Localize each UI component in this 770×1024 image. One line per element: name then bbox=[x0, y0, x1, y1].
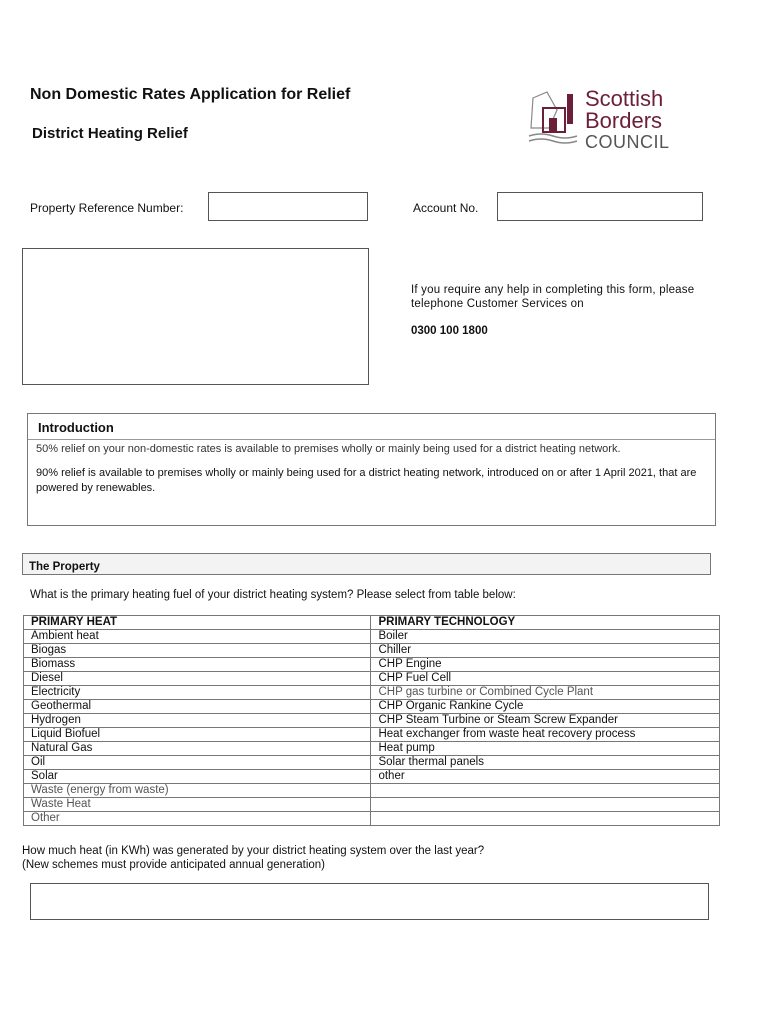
table-row[interactable] bbox=[24, 658, 720, 672]
primary-technology-cell[interactable]: Chiller bbox=[371, 644, 720, 658]
table-row[interactable] bbox=[24, 700, 720, 714]
primary-heat-cell[interactable]: Hydrogen bbox=[24, 714, 371, 728]
introduction-section bbox=[27, 413, 716, 526]
table-row[interactable] bbox=[24, 812, 720, 826]
account-label: Account No. bbox=[413, 201, 479, 215]
heating-table bbox=[23, 615, 720, 826]
property-section-header bbox=[22, 553, 711, 575]
table-row[interactable] bbox=[24, 784, 720, 798]
table-row[interactable] bbox=[24, 742, 720, 756]
property-heading: The Property bbox=[29, 561, 100, 573]
primary-heat-cell[interactable]: Diesel bbox=[24, 672, 371, 686]
fuel-question: What is the primary heating fuel of your district heating system? Please select from table below: bbox=[30, 589, 516, 601]
help-phone: 0300 100 1800 bbox=[411, 325, 488, 337]
primary-heat-cell[interactable]: Biogas bbox=[24, 644, 371, 658]
table-row[interactable] bbox=[24, 770, 720, 784]
primary-heat-cell[interactable]: Other bbox=[24, 812, 371, 826]
page-subtitle: District Heating Relief bbox=[32, 125, 188, 142]
primary-technology-cell[interactable]: Boiler bbox=[371, 630, 720, 644]
logo-line-scottish: Scottish bbox=[585, 86, 664, 111]
primary-technology-cell[interactable]: Heat pump bbox=[371, 742, 720, 756]
primary-heat-cell[interactable]: Waste (energy from waste) bbox=[24, 784, 371, 798]
table-row[interactable] bbox=[24, 686, 720, 700]
table-row[interactable] bbox=[24, 756, 720, 770]
logo-line-borders: Borders bbox=[585, 108, 663, 133]
primary-technology-cell[interactable]: CHP Fuel Cell bbox=[371, 672, 720, 686]
primary-technology-cell[interactable]: Solar thermal panels bbox=[371, 756, 720, 770]
primary-technology-cell[interactable]: CHP gas turbine or Combined Cycle Plant bbox=[371, 686, 720, 700]
primary-technology-cell[interactable]: other bbox=[371, 770, 720, 784]
primary-technology-cell[interactable]: Heat exchanger from waste heat recovery process bbox=[371, 728, 720, 742]
council-logo bbox=[527, 86, 687, 156]
primary-heat-cell[interactable]: Solar bbox=[24, 770, 371, 784]
property-ref-label: Property Reference Number: bbox=[30, 201, 184, 215]
table-row[interactable] bbox=[24, 728, 720, 742]
introduction-para-1: 50% relief on your non-domestic rates is available to premises wholly or mainly being used for a district heating network. bbox=[36, 443, 621, 455]
introduction-heading: Introduction bbox=[28, 414, 715, 440]
primary-heat-cell[interactable]: Liquid Biofuel bbox=[24, 728, 371, 742]
primary-heat-cell[interactable]: Biomass bbox=[24, 658, 371, 672]
primary-technology-cell[interactable] bbox=[371, 812, 720, 826]
help-text: If you require any help in completing this form, please telephone Customer Services on bbox=[411, 284, 695, 310]
primary-technology-cell[interactable] bbox=[371, 784, 720, 798]
primary-heat-cell[interactable]: Oil bbox=[24, 756, 371, 770]
header-primary-heat: PRIMARY HEAT bbox=[24, 616, 371, 630]
kwh-input[interactable] bbox=[30, 883, 709, 920]
primary-heat-cell[interactable]: Waste Heat bbox=[24, 798, 371, 812]
header-primary-technology: PRIMARY TECHNOLOGY bbox=[371, 616, 720, 630]
primary-heat-cell[interactable]: Geothermal bbox=[24, 700, 371, 714]
primary-technology-cell[interactable]: CHP Organic Rankine Cycle bbox=[371, 700, 720, 714]
primary-technology-cell[interactable]: CHP Steam Turbine or Steam Screw Expander bbox=[371, 714, 720, 728]
primary-heat-cell[interactable]: Ambient heat bbox=[24, 630, 371, 644]
kwh-note: (New schemes must provide anticipated annual generation) bbox=[22, 859, 325, 871]
table-row[interactable] bbox=[24, 630, 720, 644]
primary-technology-cell[interactable] bbox=[371, 798, 720, 812]
castle-emblem-icon bbox=[527, 88, 585, 148]
table-row[interactable] bbox=[24, 798, 720, 812]
primary-heat-cell[interactable]: Natural Gas bbox=[24, 742, 371, 756]
page-title: Non Domestic Rates Application for Relief bbox=[30, 86, 351, 103]
kwh-question: How much heat (in KWh) was generated by your district heating system over the last year? bbox=[22, 845, 485, 857]
table-row[interactable] bbox=[24, 644, 720, 658]
primary-heat-cell[interactable]: Electricity bbox=[24, 686, 371, 700]
property-ref-input[interactable] bbox=[208, 192, 368, 221]
introduction-para-2: 90% relief is available to premises wholly or mainly being used for a district heating network, introduced on or after 1 April 2021, that are powered by renewables. bbox=[36, 467, 697, 494]
table-row[interactable] bbox=[24, 714, 720, 728]
address-box[interactable] bbox=[22, 248, 369, 385]
account-input[interactable] bbox=[497, 192, 703, 221]
primary-technology-cell[interactable]: CHP Engine bbox=[371, 658, 720, 672]
logo-line-council: COUNCIL bbox=[585, 132, 670, 152]
table-row[interactable] bbox=[24, 672, 720, 686]
